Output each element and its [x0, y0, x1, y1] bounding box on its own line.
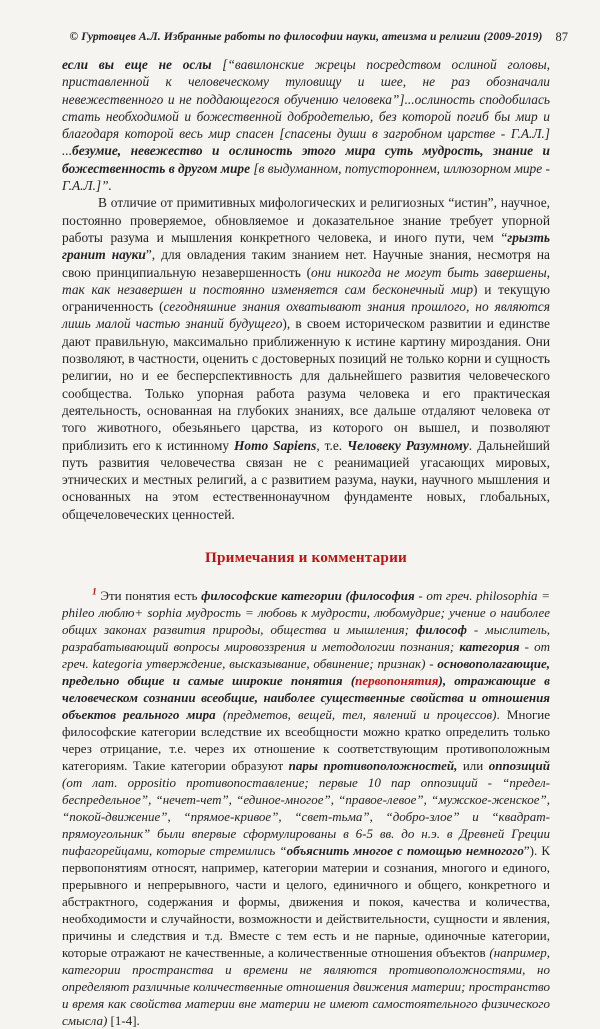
- text-run: - от греч. kategoria утверждение, высказывание, обвинение; признак) -: [62, 639, 550, 672]
- text-run: сегодняшние знания охватывают знания прошлого, но являются лишь малой частью знаний будущего: [62, 299, 550, 332]
- text-run: ”, для овладения таким знанием нет. Научные знания, несмотря на свою принципиальную незавершенность (: [62, 247, 550, 280]
- text-run: . Дальнейший путь развития человечества связан не с реанимацией угасающих мировых, этнических и местных религий, а с развитием разума, науки, научного мышления и основанных на этом естественнонаучном фундаменте новых, глобальных, общечеловеческих ценностей.: [62, 437, 550, 522]
- text-run: - мыслитель, разрабатывающий вопросы мировоззрения и методологии познания;: [62, 622, 550, 655]
- text-run: философ: [415, 622, 467, 638]
- text-run: философские категории (философия: [201, 588, 415, 604]
- text-run: если вы еще не ослы: [62, 57, 223, 72]
- text-run: грызть гранит науки: [62, 229, 550, 263]
- text-run: первопонятия: [355, 673, 439, 689]
- footnote-paragraph: [62, 587, 550, 1029]
- text-run: [“вавилонские жрецы посредством ослиной головы, приставленной к человеческому туловищу и шее, не раз обозначали невежественного и не поддающегося обучению человека”]...ослиность сподобилась стать необходимой и божественной добродетелью, без которой погиб бы мир и благодаря которой весь мир спасен [спасены души в загробном царстве - Г.А.Л.] ...: [62, 57, 550, 159]
- footnote-marker: 1: [92, 587, 97, 598]
- text-run: оппозиций: [488, 758, 550, 774]
- text-run: ), отражающие в человеческом сознании всеобщие, наиболее существенные свойства и отношения объектов реального мира: [62, 673, 550, 723]
- text-run: Человеку Разумному: [347, 437, 469, 453]
- text-run: ”). К первопонятиям относят, например, категории материи и сознания, многого и единого, прерывного и непрерывного, части и целого, единичного и общего, конкретного и абстрактного, содержания и формы, движения и покоя, качества и количества, необходимости и случайности, возможности и действительности, сущности и явления, причины и следствия и т.д. Вместе с тем есть и не парные, одиночные категории, которые отражают не качественные, а количественные отношения объектов: [62, 843, 550, 961]
- text-run: В отличие от примитивных мифологических и религиозных “истин”, научное, постоянно проверяемое, обновляемое и доказательное знание требует упорной работы разума и мышления конкретного человека, и иного пути, чем “: [62, 195, 550, 245]
- text-run: объяснить многое с помощью немногого: [286, 843, 524, 859]
- page-header: [62, 30, 568, 44]
- text-run: [в выдуманном, потустороннем, иллюзорном мире - Г.А.Л.]”.: [62, 160, 551, 194]
- text-run: Эти понятия есть: [96, 588, 202, 604]
- text-run: Homo Sapiens: [233, 437, 317, 453]
- text-run: они никогда не могут быть завершены, так как незавершен и постоянно изменяется сам бесконечный мир: [62, 264, 550, 297]
- body-paragraph: [62, 194, 550, 523]
- running-header-title: © Гуртовцев А.Л. Избранные работы по философии науки, атеизма и религии (2009-2019): [69, 30, 543, 43]
- text-run: - от греч. philosophia = phileo люблю+ sophia мудрость = любовь к мудрости, любомудрие; учение о наиболее общих законах развития природы, общества и мышления;: [62, 588, 550, 638]
- notes-section-heading: Примечания и комментарии: [205, 549, 407, 567]
- text-run: основополагающие, предельно общие и самые широкие понятия (: [62, 656, 550, 689]
- text-run: (предметов, вещей, тел, явлений и процессов): [215, 707, 497, 723]
- text-run: (от лат. oppositio противопоставление; первые 10 пар оппозиций - “предел-беспредельное”, “нечет-чет”, “единое-многое”, “правое-левое”, “мужское-женское”, “покой-движение”, “прямое-кривое”, “свет-тьма”, “добро-злое” и “квадрат-прямоугольник” были впервые сформулированы в 6-5 вв. до н.э. в Древней Греции пифагорейцами, которые стремились “: [62, 775, 550, 859]
- text-run: . Многие философские категории вследствие их всеобщности можно кратко определить только через отрицание, т.е. через их отношение к соответствующим противоположным категориям. Такие категории образуют: [62, 707, 551, 774]
- text-run: или: [457, 758, 489, 774]
- text-run: , т.е.: [316, 437, 348, 453]
- page-number: 87: [555, 30, 568, 44]
- epigraph-paragraph: [62, 56, 550, 194]
- text-run: безумие, невежество и ослиность этого мира суть мудрость, знание и божественность в другом мире: [62, 143, 550, 176]
- text-run: пары противоположностей,: [288, 758, 458, 774]
- text-run: (например, категории пространства и времени не являются противоположностями, но определяют различные количественные отношения движения материи; пространство и время как свойства материи вне материи не имеют самостоятельного физического смысла): [62, 945, 550, 1029]
- text-run: [1-4].: [107, 1013, 140, 1029]
- text-run: ), в своем историческом развитии и единстве дают правильную, максимально приближенную к истине картину мироздания. Они позволяют, в частности, оценить с достоверных позиций не только корни и сущность религии, но и ее бесперспективность для дальнейшего развития человеческого сообщества. Только упорная работа разума человека и его практическая деятельность, основанная на глубоких знаниях, все дальше отдаляют человека от того животного, обезьяньего царства, из которого он вышел, и позволяют приблизить его к истинному: [62, 316, 550, 453]
- text-run: категория: [459, 639, 520, 655]
- text-run: ) и текущую ограниченность (: [62, 281, 550, 315]
